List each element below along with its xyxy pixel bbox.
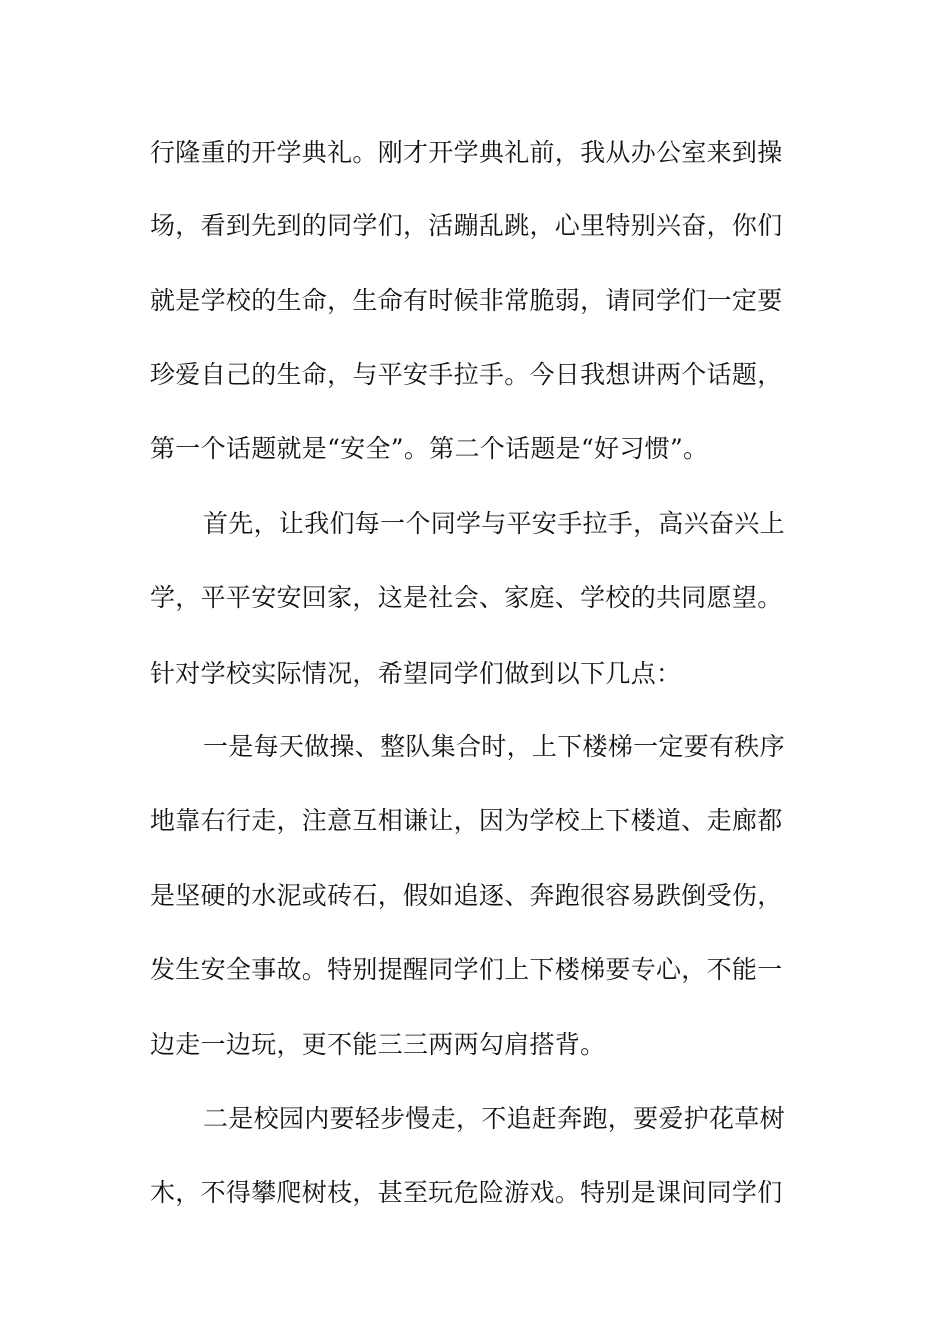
text-line: 珍爱自己的生命，与平安手拉手。今日我想讲两个话题， (150, 360, 783, 389)
paragraph-first-line: 二是校园内要轻步慢走，不追赶奔跑，要爱护花草树 (203, 1104, 785, 1133)
text-line: 第一个话题就是“安全”。第二个话题是“好习惯”。 (150, 434, 709, 463)
text-line: 学，平平安安回家，这是社会、家庭、学校的共同愿望。 (150, 583, 783, 612)
text-line: 针对学校实际情况，希望同学们做到以下几点： (150, 659, 682, 688)
text-line: 边走一边玩，更不能三三两两勾肩搭背。 (150, 1030, 606, 1059)
paragraph-first-line: 一是每天做操、整队集合时，上下楼梯一定要有秩序 (203, 732, 785, 761)
text-line: 是坚硬的水泥或砖石，假如追逐、奔跑很容易跌倒受伤， (150, 881, 783, 910)
text-line: 地靠右行走，注意互相谦让，因为学校上下楼道、走廊都 (150, 806, 783, 835)
text-line: 发生安全事故。特别提醒同学们上下楼梯要专心，不能一 (150, 955, 783, 984)
text-line: 场，看到先到的同学们，活蹦乱跳，心里特别兴奋，你们 (150, 211, 783, 240)
text-line: 行隆重的开学典礼。刚才开学典礼前，我从办公室来到操 (150, 138, 783, 167)
text-line: 木，不得攀爬树枝，甚至玩危险游戏。特别是课间同学们 (150, 1178, 783, 1207)
paragraph-first-line: 首先，让我们每一个同学与平安手拉手，高兴奋兴上 (203, 509, 785, 538)
text-line: 就是学校的生命，生命有时候非常脆弱，请同学们一定要 (150, 286, 783, 315)
